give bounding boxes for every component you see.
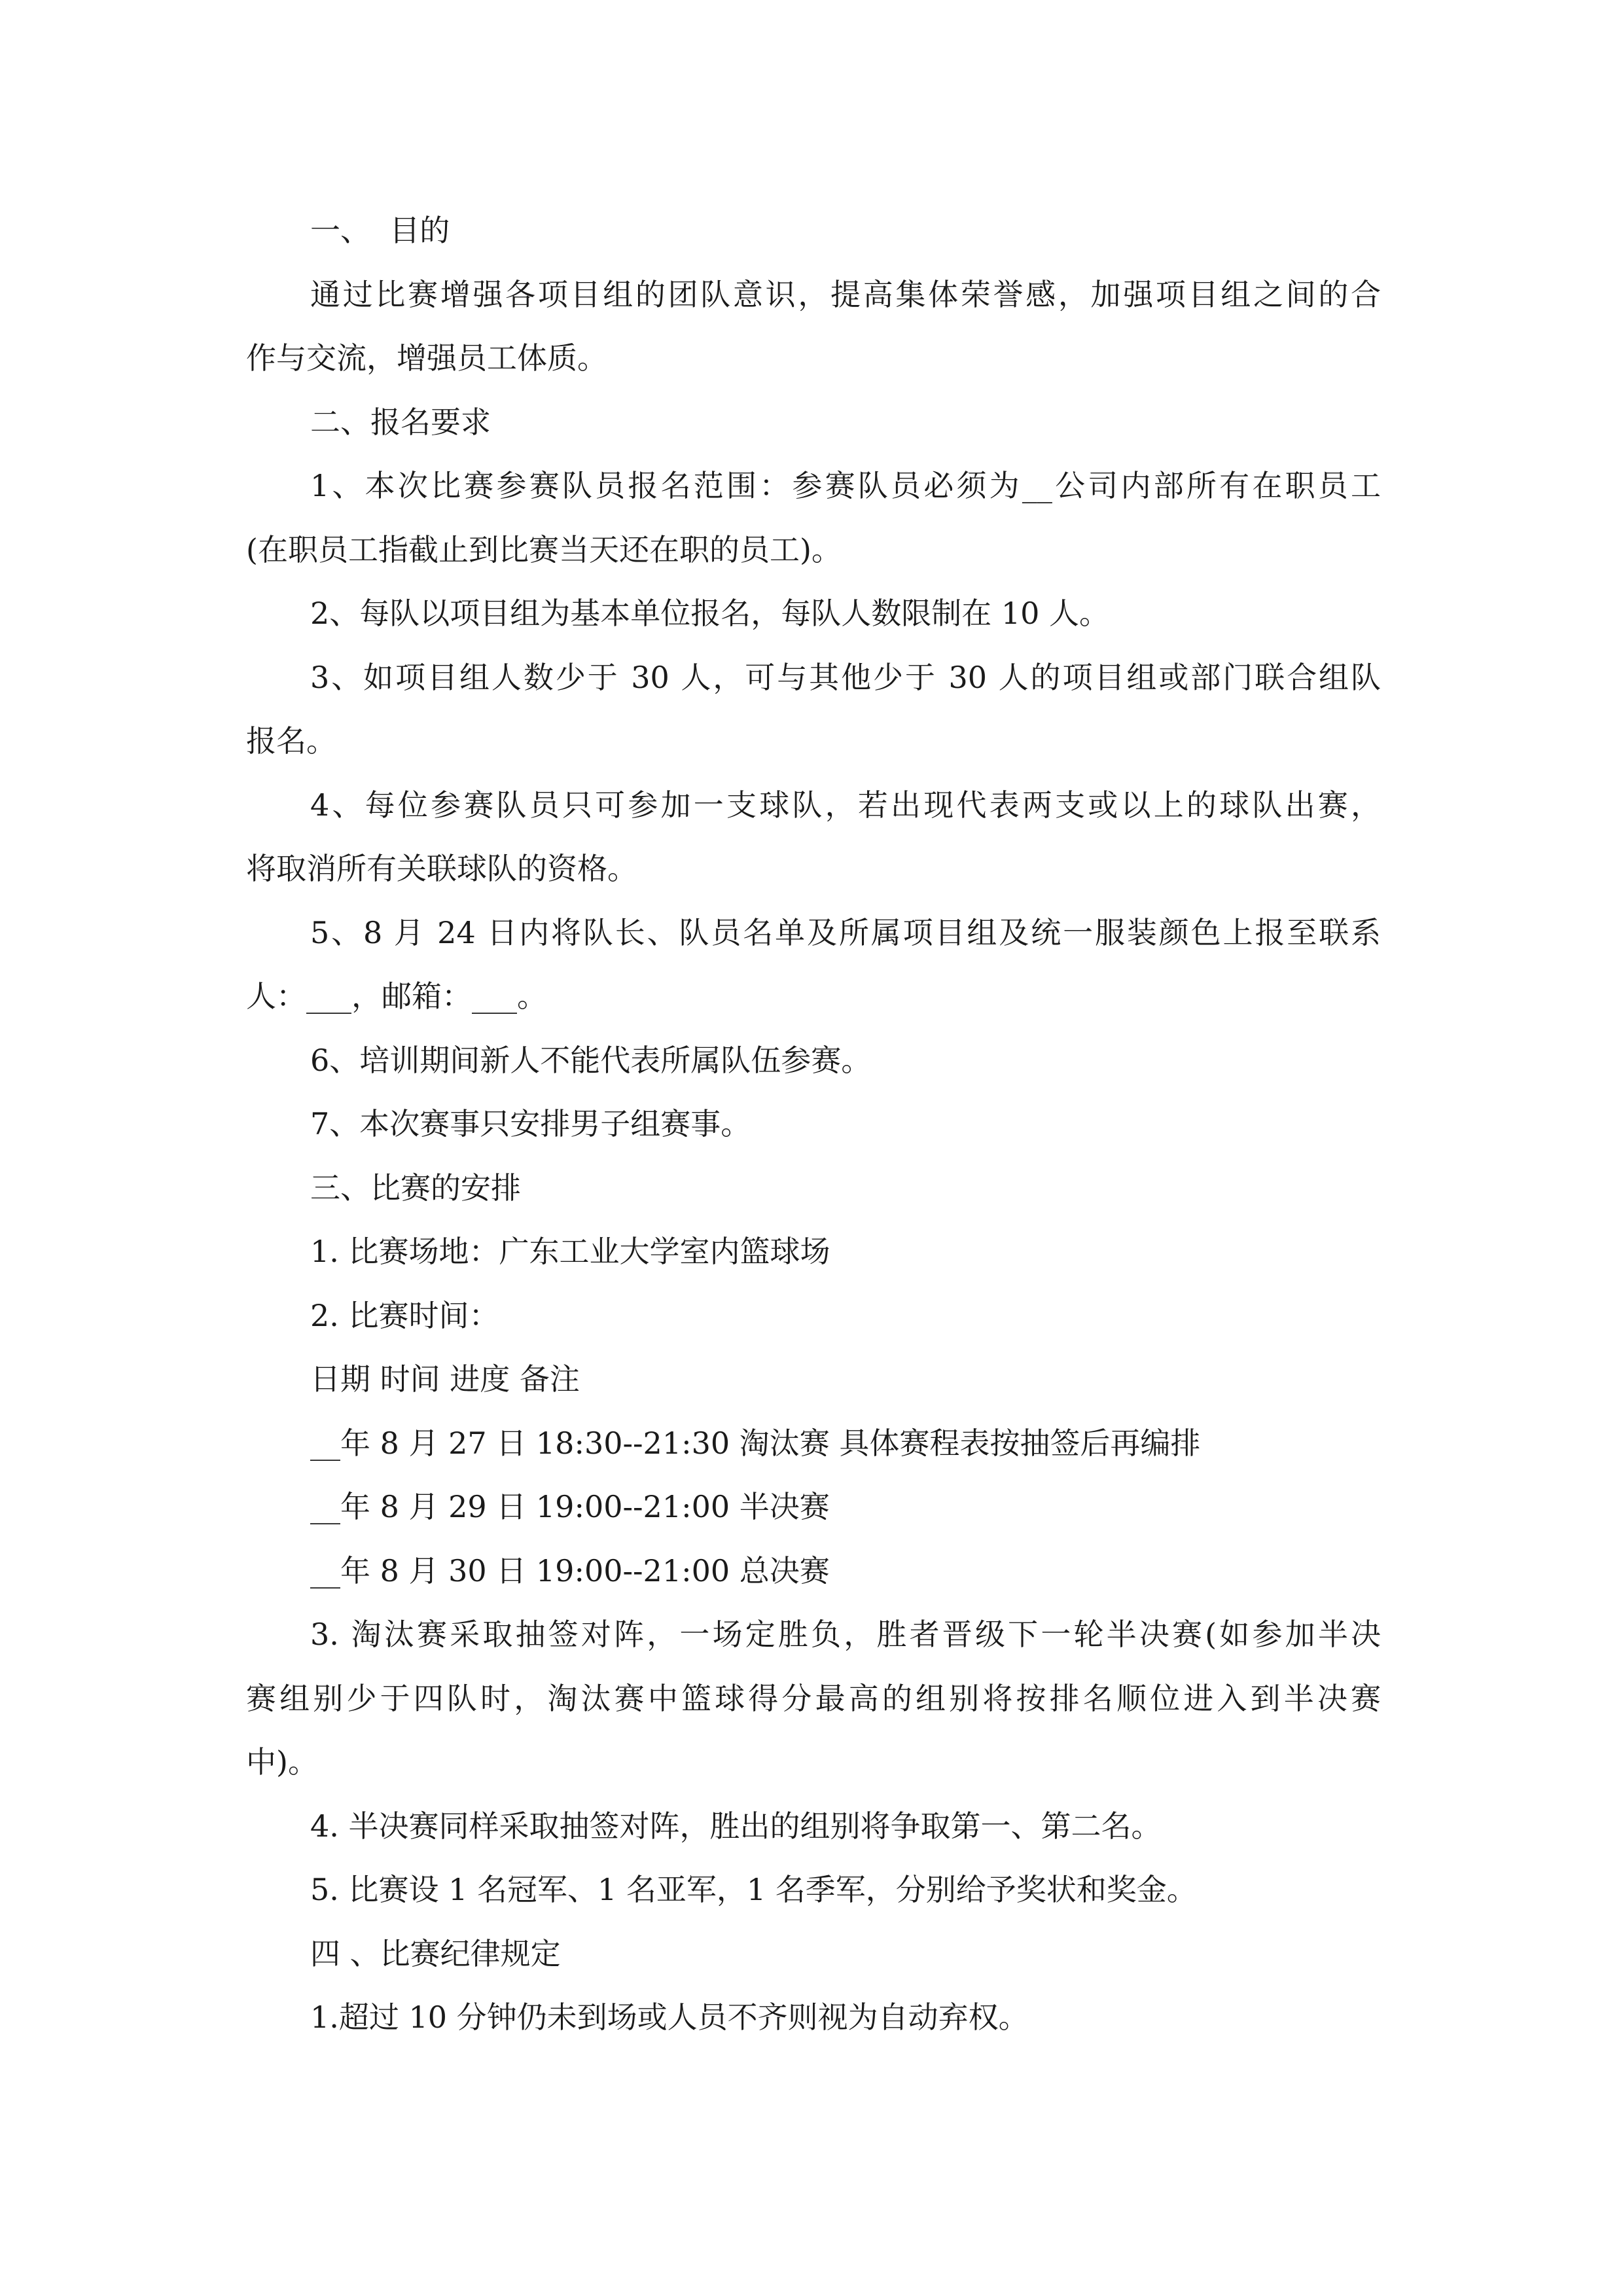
text-line: 2. 比赛时间：	[310, 1297, 499, 1333]
text-line: 二、报名要求	[310, 404, 491, 440]
text-line: 1.超过 10 分钟仍未到场或人员不齐则视为自动弃权。	[310, 2000, 1029, 2035]
text-line: 1. 比赛场地：广东工业大学室内篮球场	[310, 1234, 830, 1269]
text-line: 5、8 月 24 日内将队长、队员名单及所属项目组及统一服装颜色上报至联系	[310, 914, 1381, 950]
text-line: 3、如项目组人数少于 30 人，可与其他少于 30 人的项目组或部门联合组队	[310, 659, 1381, 695]
text-line: 通过比赛增强各项目组的团队意识，提高集体荣誉感，加强项目组之间的合	[310, 276, 1381, 312]
text-line: 7、本次赛事只安排男子组赛事。	[310, 1106, 751, 1141]
text-line: (在职员工指截止到比赛当天还在职的员工)。	[246, 531, 842, 567]
text-line: 6、培训期间新人不能代表所属队伍参赛。	[310, 1042, 872, 1078]
text-line: 将取消所有关联球队的资格。	[246, 851, 637, 886]
text-line: 人：___，邮箱：___。	[246, 978, 547, 1014]
text-line: 赛组别少于四队时，淘汰赛中篮球得分最高的组别将按排名顺位进入到半决赛	[246, 1680, 1381, 1716]
text-line: 4、每位参赛队员只可参加一支球队，若出现代表两支或以上的球队出赛，	[310, 787, 1381, 823]
text-line: __年 8 月 27 日 18:30--21:30 淘汰赛 具体赛程表按抽签后再编排	[310, 1425, 1201, 1461]
text-line: 四 、比赛纪律规定	[310, 1935, 561, 1971]
text-line: 一、 目的	[310, 213, 450, 248]
text-line: 3. 淘汰赛采取抽签对阵，一场定胜负，胜者晋级下一轮半决赛(如参加半决	[310, 1617, 1381, 1652]
text-line: 4. 半决赛同样采取抽签对阵，胜出的组别将争取第一、第二名。	[310, 1808, 1162, 1844]
text-line: 三、比赛的安排	[310, 1170, 521, 1206]
text-line: 2、每队以项目组为基本单位报名，每队人数限制在 10 人。	[310, 596, 1110, 631]
text-line: __年 8 月 29 日 19:00--21:00 半决赛	[310, 1489, 830, 1524]
text-line: 作与交流，增强员工体质。	[246, 340, 607, 376]
document-body	[246, 199, 1381, 2050]
text-line: 日期 时间 进度 备注	[310, 1361, 580, 1397]
text-line: __年 8 月 30 日 19:00--21:00 总决赛	[310, 1552, 830, 1588]
text-line: 5. 比赛设 1 名冠军、1 名亚军，1 名季军，分别给予奖状和奖金。	[310, 1872, 1197, 1907]
text-line: 中)。	[246, 1744, 318, 1780]
text-line: 1、本次比赛参赛队员报名范围：参赛队员必须为__公司内部所有在职员工	[310, 468, 1381, 503]
text-line: 报名。	[246, 723, 336, 759]
